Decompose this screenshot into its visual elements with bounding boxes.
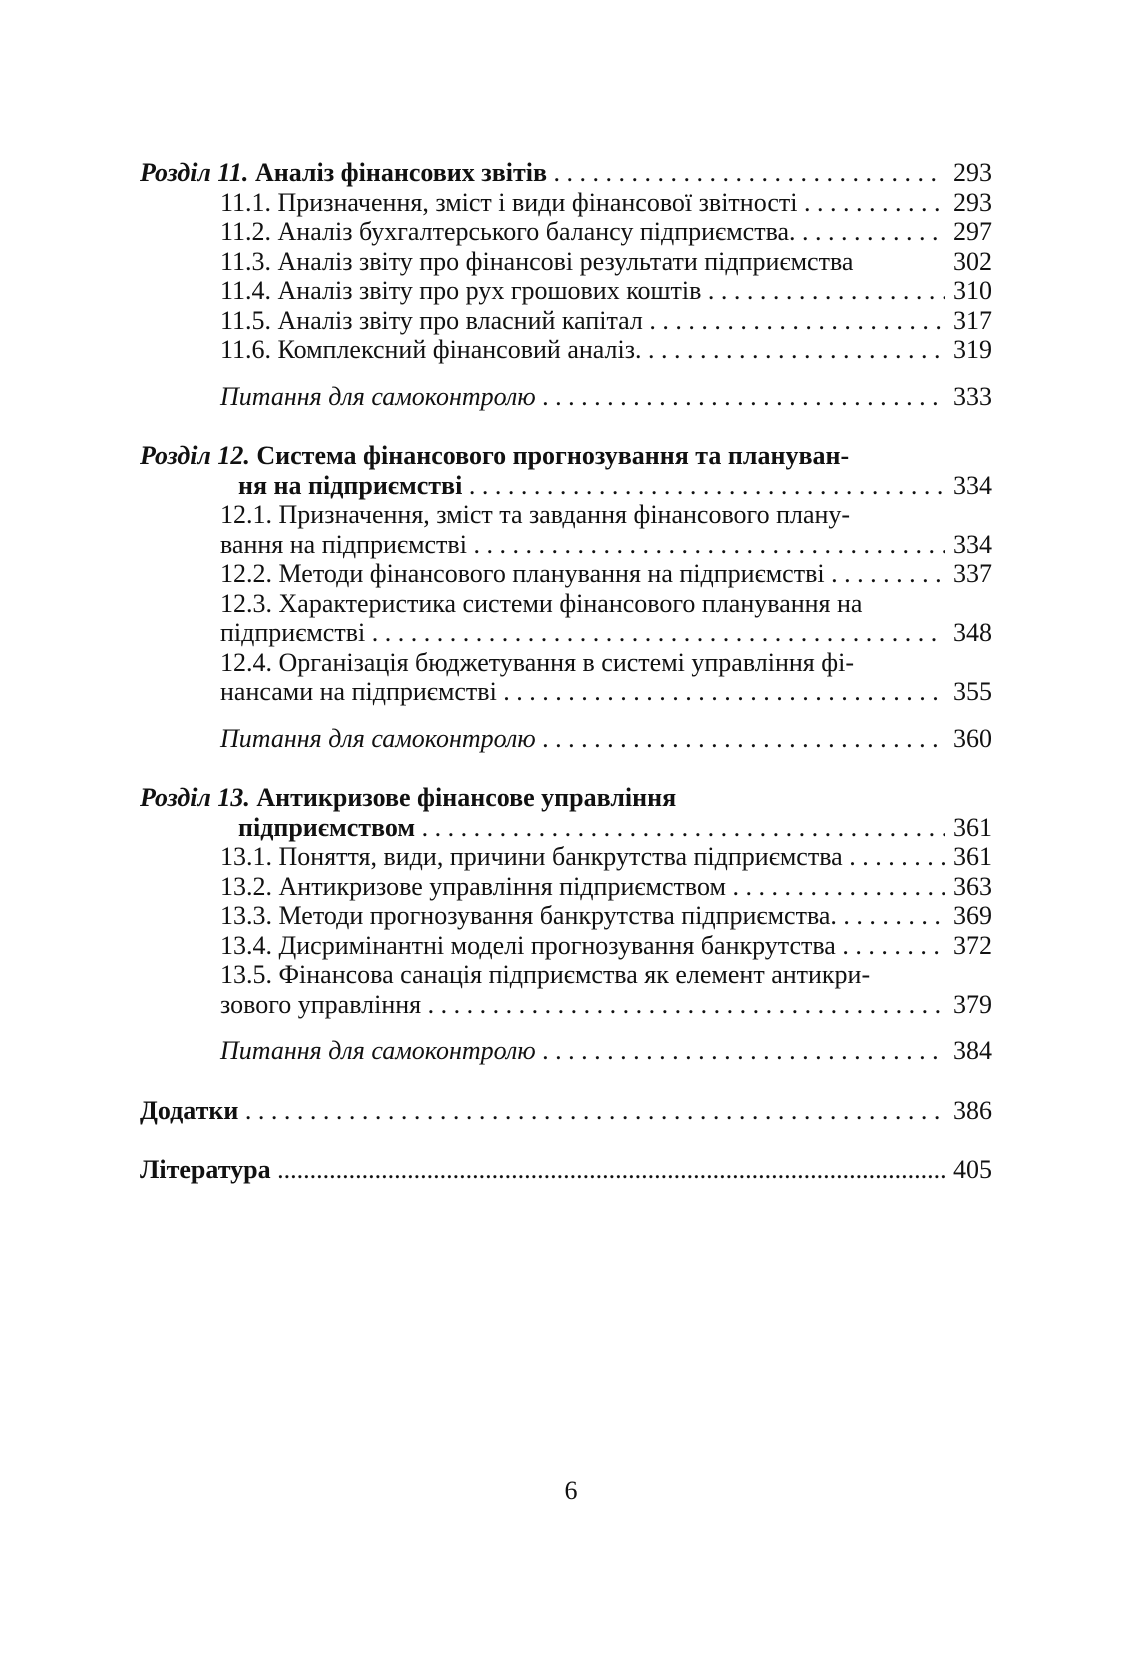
page-ref: 333 — [945, 382, 992, 412]
toc-item-label: підприємстві — [220, 618, 366, 647]
toc-item-label: нансами на підприємстві — [220, 677, 497, 706]
section-title: підприємством — [238, 812, 416, 842]
section-title: Система фінансового прогнозування та плануван- — [256, 441, 850, 470]
toc-item-cont[interactable] — [140, 618, 992, 648]
page-ref: 361 — [945, 813, 992, 843]
toc-item[interactable] — [140, 901, 992, 931]
page-ref: 348 — [945, 618, 992, 648]
section-title: Антикризове фінансове управління — [256, 783, 677, 812]
toc-item-label: 13.4. Дисримінантні моделі прогнозування банкрутства — [220, 930, 836, 960]
page-ref: 319 — [945, 335, 992, 365]
toc-item-label: 11.4. Аналіз звіту про рух грошових коштів — [220, 276, 702, 305]
page-ref: 369 — [945, 901, 992, 931]
toc-section-heading-cont[interactable] — [140, 471, 992, 501]
toc-item-label: Питання для самоконтролю — [220, 1036, 536, 1065]
page-ref: 293 — [945, 158, 992, 188]
toc-item-label: 12.3. Характеристика системи фінансового планування на — [220, 588, 863, 618]
toc-item-label: 13.1. Поняття, види, причини банкрутства підприємства — [220, 842, 843, 871]
page-ref: 405 — [945, 1155, 992, 1185]
toc-item[interactable] — [140, 931, 992, 961]
page-ref: 363 — [945, 872, 992, 902]
toc-item-label: Література — [140, 1155, 271, 1184]
page-ref: 386 — [945, 1096, 992, 1126]
toc-section-heading[interactable] — [140, 783, 992, 813]
toc-item[interactable] — [140, 247, 992, 277]
toc-item-label: Питання для самоконтролю — [220, 723, 536, 753]
table-of-contents — [140, 158, 992, 1185]
toc-item-label: Питання для самоконтролю — [220, 381, 536, 411]
page-ref: 317 — [945, 306, 992, 336]
toc-item-label: 12.1. Призначення, зміст та завдання фінансового плану- — [220, 500, 851, 529]
toc-item-label: 13.2. Антикризове управління підприємством — [220, 871, 726, 901]
section-prefix: Розділ 11. — [140, 158, 249, 187]
toc-literature[interactable] — [140, 1155, 992, 1185]
toc-item-label: 11.5. Аналіз звіту про власний капітал — [220, 305, 643, 335]
page-ref: 372 — [945, 931, 992, 961]
toc-item-label: вання на підприємстві — [220, 529, 467, 559]
toc-item-label: 11.3. Аналіз звіту про фінансові результати підприємства — [220, 246, 854, 276]
toc-item-label: 11.2. Аналіз бухгалтерського балансу підприємства. — [220, 217, 796, 246]
page-ref: 297 — [945, 217, 992, 247]
toc-review-questions[interactable] — [140, 724, 992, 754]
toc-section-heading[interactable] — [140, 441, 992, 471]
toc-item[interactable] — [140, 842, 992, 872]
toc-item[interactable] — [140, 648, 992, 678]
toc-item-label: 12.4. Організація бюджетування в системі управління фі- — [220, 647, 854, 677]
toc-item-label: 11.1. Призначення, зміст і види фінансової звітності — [220, 187, 798, 217]
section-prefix: Розділ 13. — [140, 783, 250, 812]
page-ref: 355 — [945, 677, 992, 707]
page-number: 6 — [564, 1476, 578, 1505]
page-ref: 293 — [945, 188, 992, 218]
toc-item[interactable] — [140, 872, 992, 902]
toc-item[interactable] — [140, 217, 992, 247]
toc-item[interactable] — [140, 188, 992, 218]
toc-item[interactable] — [140, 335, 992, 365]
toc-appendix[interactable] — [140, 1096, 992, 1126]
page-ref: 361 — [945, 842, 992, 872]
toc-review-questions[interactable] — [140, 382, 992, 412]
page-ref: 310 — [945, 276, 992, 306]
toc-item-cont[interactable] — [140, 530, 992, 560]
toc-review-questions[interactable] — [140, 1036, 992, 1066]
toc-item[interactable] — [140, 306, 992, 336]
page-ref: 302 — [945, 247, 992, 277]
section-title: Аналіз фінансових звітів — [254, 158, 548, 187]
toc-section-heading[interactable] — [140, 158, 992, 188]
toc-item-label: Додатки — [140, 1095, 239, 1125]
toc-item-cont[interactable] — [140, 990, 992, 1020]
toc-item-label: зового управління — [220, 989, 422, 1019]
page-ref: 360 — [945, 724, 992, 754]
section-prefix: Розділ 12. — [140, 441, 250, 470]
page-ref: 379 — [945, 990, 992, 1020]
toc-section-heading-cont[interactable] — [140, 813, 992, 843]
toc-item-label: 12.2. Методи фінансового планування на підприємстві — [220, 559, 825, 588]
page-ref: 384 — [945, 1036, 992, 1066]
toc-item-label: 13.3. Методи прогнозування банкрутства підприємства. — [220, 901, 837, 930]
page-ref: 334 — [945, 471, 992, 501]
toc-item[interactable] — [140, 589, 992, 619]
toc-item[interactable] — [140, 960, 992, 990]
toc-item[interactable] — [140, 500, 992, 530]
section-title: ня на підприємстві — [238, 470, 463, 500]
toc-item-label: 13.5. Фінансова санація підприємства як елемент антикри- — [220, 960, 871, 989]
page-ref: 334 — [945, 530, 992, 560]
toc-item-label: 11.6. Комплексний фінансовий аналіз. — [220, 335, 642, 364]
page-ref: 337 — [945, 559, 992, 589]
toc-item-cont[interactable] — [140, 677, 992, 707]
toc-item[interactable] — [140, 276, 992, 306]
toc-item[interactable] — [140, 559, 992, 589]
